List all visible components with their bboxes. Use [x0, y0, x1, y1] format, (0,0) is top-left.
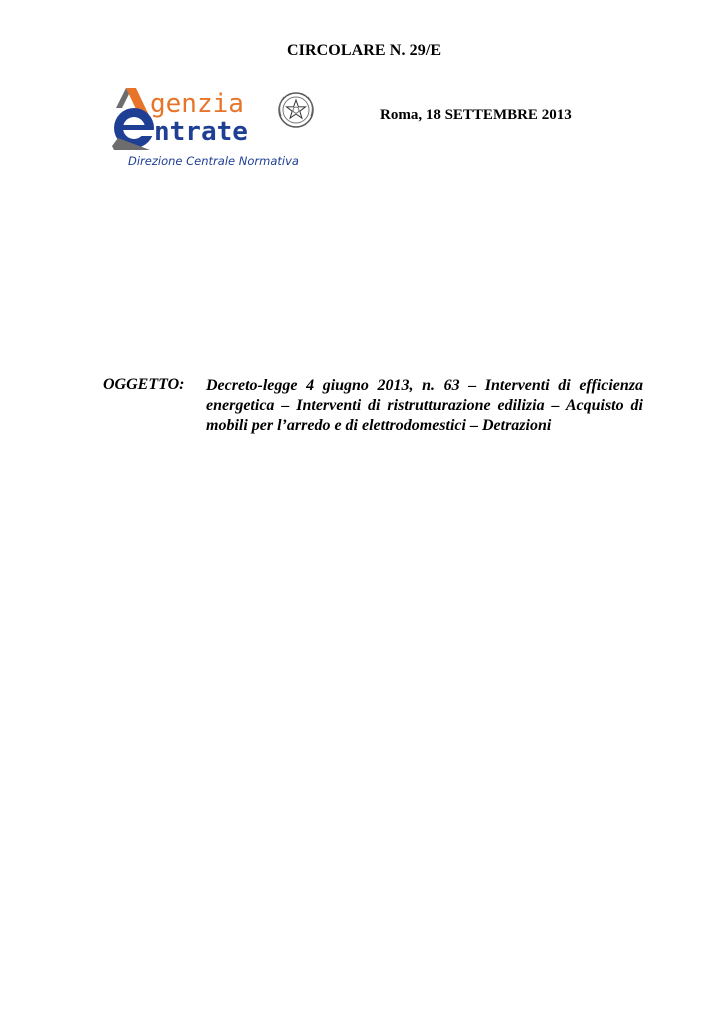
document-date: Roma, 18 SETTEMBRE 2013	[380, 107, 572, 123]
subject-label: OGGETTO:	[103, 376, 185, 393]
circular-number: CIRCOLARE N. 29/E	[287, 42, 442, 59]
department-subtitle: Direzione Centrale Normativa	[128, 154, 299, 168]
wordmark-bottom: ntrate	[154, 117, 248, 147]
wordmark-top: genzia	[150, 89, 244, 119]
italian-republic-emblem-icon	[279, 93, 313, 127]
subject-text: Decreto-legge 4 giugno 2013, n. 63 – Interventi di efficienza energetica – Interventi di ristrutturazione edilizia – Acquisto di mobili per l’arredo e di elettrodomestici – Detrazioni	[206, 377, 643, 434]
